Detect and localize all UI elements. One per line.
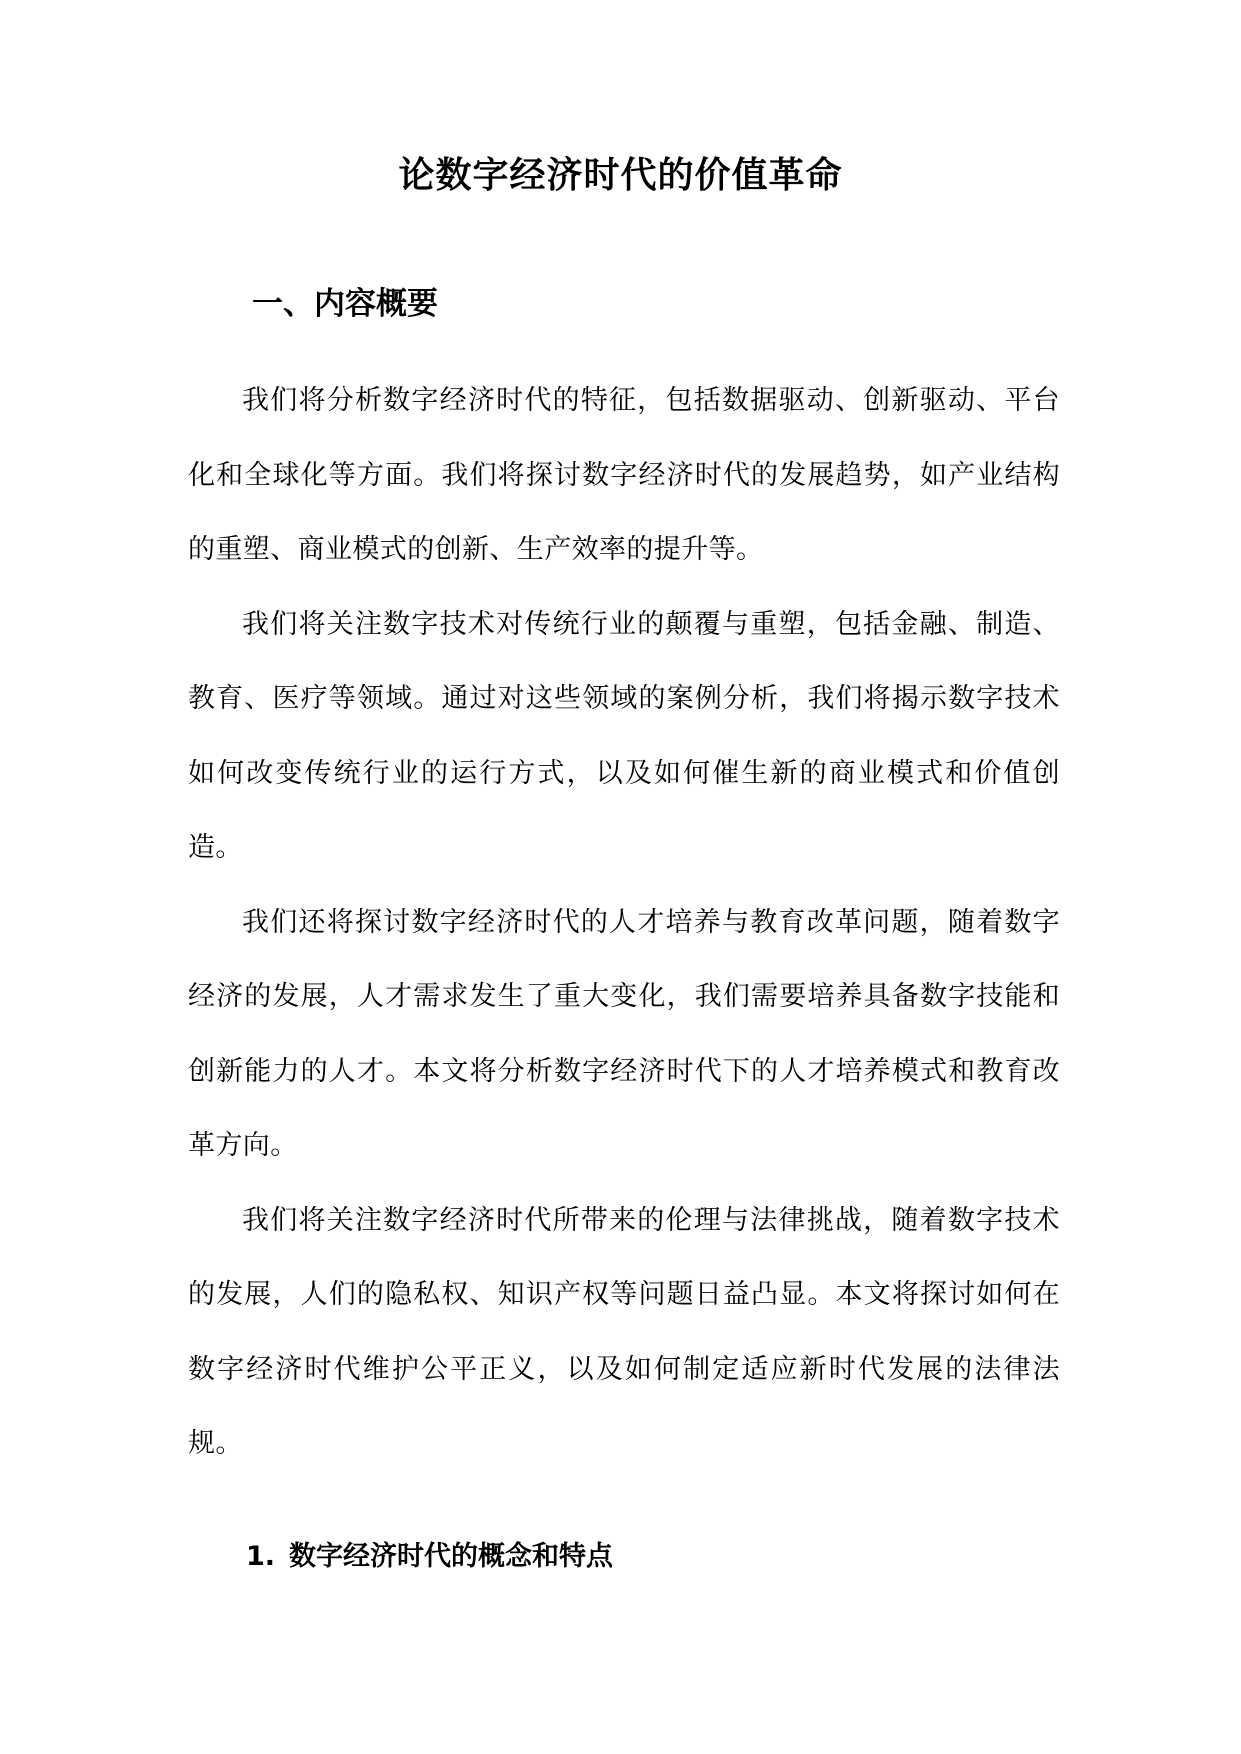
- subsection-heading: [246, 1534, 613, 1580]
- body-text: [188, 364, 1060, 1482]
- subsection-number: 1.: [246, 1541, 276, 1572]
- document-title: 论数字经济时代的价值革命: [398, 155, 843, 196]
- paragraph-3: 我们还将探讨数字经济时代的人才培养与教育改革问题，随着数字经济的发展，人才需求发生了重大变化，我们需要培养具备数字技能和创新能力的人才。本文将分析数字经济时代下的人才培养模式和教育改革方向。: [188, 906, 1060, 1161]
- section-heading: 一、内容概要: [252, 286, 438, 322]
- subsection-title: 数字经济时代的概念和特点: [289, 1541, 614, 1572]
- paragraph-2: 我们将关注数字技术对传统行业的颠覆与重塑，包括金融、制造、教育、医疗等领域。通过对这些领域的案例分析，我们将揭示数字技术如何改变传统行业的运行方式，以及如何催生新的商业模式和价值创造。: [188, 608, 1060, 863]
- paragraph-1: 我们将分析数字经济时代的特征，包括数据驱动、创新驱动、平台化和全球化等方面。我们将探讨数字经济时代的发展趋势，如产业结构的重塑、商业模式的创新、生产效率的提升等。: [188, 385, 1060, 565]
- paragraph-4: 我们将关注数字经济时代所带来的伦理与法律挑战，随着数字技术的发展，人们的隐私权、知识产权等问题日益凸显。本文将探讨如何在数字经济时代维护公平正义，以及如何制定适应新时代发展的法律法规。: [188, 1204, 1060, 1459]
